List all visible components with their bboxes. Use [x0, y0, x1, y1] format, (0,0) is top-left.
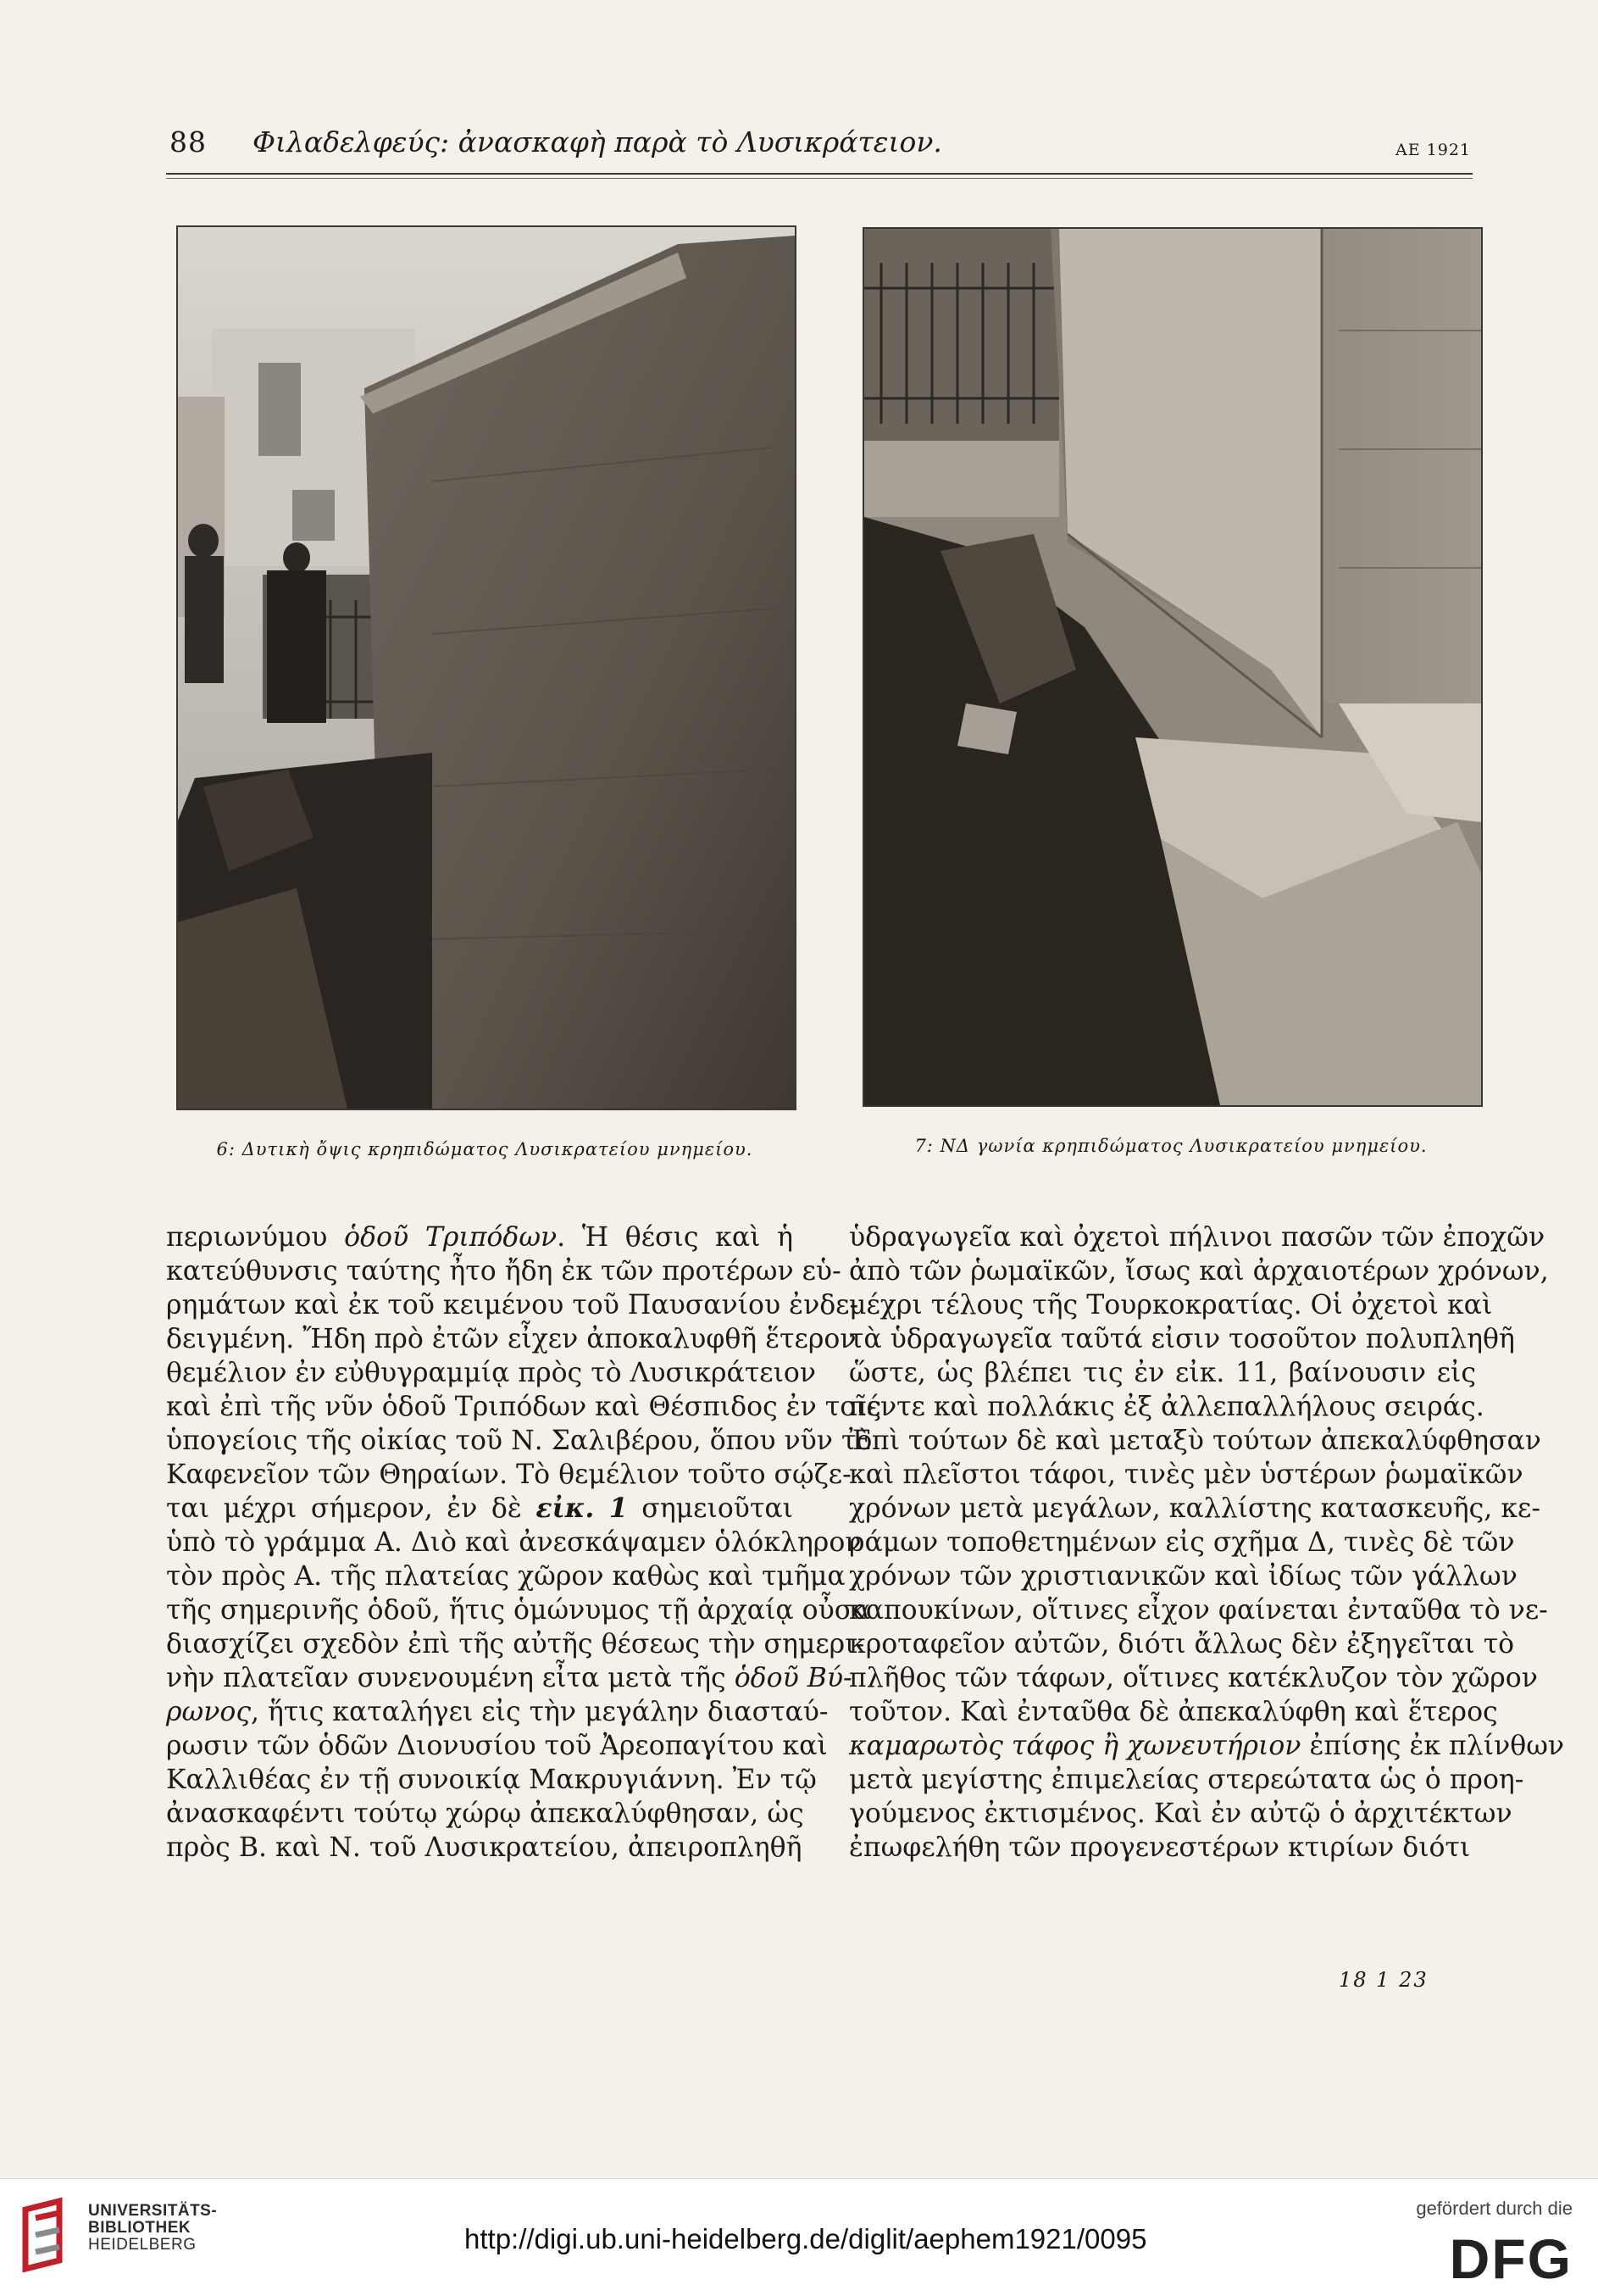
library-name-line-2: BIBLIOTHEK	[88, 2219, 191, 2237]
text-run: , ἥτις καταλήγει εἰς τὴν μεγάλην διασταύ-	[250, 1697, 829, 1727]
text-line	[849, 1288, 1493, 1322]
left-text-column	[166, 1220, 882, 1865]
text-line	[166, 1356, 817, 1390]
text-run: ὑπογείοις τῆς οἰκίας τοῦ Ν. Σαλιβέρου, ὅπου νῦν τὸ	[166, 1426, 873, 1456]
university-library-logo-icon	[17, 2193, 76, 2277]
text-line	[166, 1220, 793, 1254]
text-line	[849, 1797, 1512, 1831]
text-line	[849, 1627, 1515, 1661]
text-line	[166, 1424, 873, 1458]
figure-6-caption: 6: Δυτικὴ ὄψις κρηπιδώματος Λυσικρατείου μνημείου.	[216, 1139, 753, 1159]
text-run: τὸν πρὸς Α. τῆς πλατείας χῶρον καθὼς καὶ τμῆμα	[166, 1561, 846, 1592]
text-run: ἀνασκαφέντι τούτῳ χώρῳ ἀπεκαλύφθησαν, ὡς	[166, 1798, 804, 1829]
emphasis-run: καμαρωτὸς τάφος ἢ χωνευτήριον	[849, 1731, 1301, 1761]
text-line	[849, 1424, 1541, 1458]
text-line	[849, 1559, 1518, 1593]
text-run: καὶ ἐπὶ τῆς νῦν ὁδοῦ Τριπόδων καὶ Θέσπιδος ἐν τοῖς	[166, 1392, 882, 1422]
text-run: πρὸς Β. καὶ Ν. τοῦ Λυσικρατείου, ἀπειροπληθῆ	[166, 1832, 802, 1863]
text-run: γούμενος ἐκτισμένος. Καὶ ἐν αὐτῷ ὁ ἀρχιτέκτων	[849, 1798, 1512, 1829]
text-run: Καλλιθέας ἐν τῇ συνοικίᾳ Μακρυγιάννη. Ἐν τῷ	[166, 1765, 817, 1795]
emphasis-run: ὁδοῦ Τριπόδων	[344, 1222, 558, 1253]
text-line	[849, 1729, 1565, 1763]
text-run: διασχίζει σχεδὸν ἐπὶ τῆς αὐτῆς θέσεως τὴν σημερι-	[166, 1629, 865, 1659]
text-run: θεμέλιον ἐν εὐθυγραμμίᾳ πρὸς τὸ Λυσικράτειον	[166, 1358, 817, 1388]
page-number: 88	[169, 125, 207, 158]
text-line	[166, 1763, 817, 1797]
text-line	[166, 1458, 852, 1492]
text-run: καὶ πλεῖστοι τάφοι, τινὲς μὲν ὑστέρων ῥωμαϊκῶν	[849, 1459, 1523, 1490]
header-rule-thin	[166, 178, 1473, 179]
permalink-url[interactable]: http://digi.ub.uni-heidelberg.de/diglit/aephem1921/0095	[464, 2223, 1147, 2254]
text-line	[849, 1254, 1549, 1288]
emphasis-run: εἰκ. 1	[535, 1493, 628, 1524]
library-name-line-1: UNIVERSITÄTS-	[88, 2202, 218, 2220]
dfg-logo[interactable]: DFG	[1449, 2227, 1573, 2290]
text-run: νὴν πλατεῖαν συνενουμένη εἶτα μετὰ τῆς	[166, 1663, 735, 1693]
digitization-footer	[0, 2178, 1598, 2296]
text-line	[849, 1593, 1548, 1627]
text-run: τῆς σημερινῆς ὁδοῦ, ἥτις ὁμώνυμος τῇ ἀρχαίᾳ οὖσα	[166, 1595, 871, 1626]
library-name-line-3: HEIDELBERG	[88, 2236, 197, 2254]
figure-7-image	[864, 229, 1481, 1105]
text-run: ὑδραγωγεῖα καὶ ὀχετοὶ πήλινοι πασῶν τῶν ἐποχῶν	[849, 1222, 1545, 1253]
funding-label: gefördert durch die	[1416, 2198, 1573, 2219]
text-run: Ἐπὶ τούτων δὲ καὶ μεταξὺ τούτων ἀπεκαλύφθησαν	[849, 1426, 1541, 1456]
text-run: ὑπὸ τὸ γράμμα Α. Διὸ καὶ ἀνεσκάψαμεν ὁλόκληρον	[166, 1527, 862, 1558]
text-line	[849, 1763, 1524, 1797]
text-line	[849, 1695, 1498, 1729]
figure-7-photo	[863, 227, 1483, 1107]
text-run: δειγμένη. Ἤδη πρὸ ἐτῶν εἶχεν ἀποκαλυφθῆ ἕτερον	[166, 1324, 857, 1354]
emphasis-run: ὁδοῦ Βύ-	[734, 1663, 852, 1693]
text-line	[166, 1593, 871, 1627]
text-line	[849, 1356, 1476, 1390]
text-line	[166, 1559, 846, 1593]
running-title: Φιλαδελφεύς: ἀνασκαφὴ παρὰ τὸ Λυσικράτειον.	[252, 125, 942, 158]
text-line	[849, 1526, 1515, 1559]
text-run: ρημάτων καὶ ἐκ τοῦ κειμένου τοῦ Παυσανίου ἐνδε-	[166, 1290, 859, 1320]
library-name[interactable]	[88, 2203, 217, 2254]
text-line	[166, 1627, 865, 1661]
text-line	[849, 1390, 1484, 1424]
text-line	[166, 1390, 882, 1424]
text-run: ἐπίσης ἐκ πλίνθων	[1301, 1731, 1565, 1761]
text-line	[166, 1695, 829, 1729]
running-header	[169, 125, 1471, 173]
text-line	[166, 1797, 804, 1831]
text-run: ρωσιν τῶν ὁδῶν Διονυσίου τοῦ Ἀρεοπαγίτου καὶ	[166, 1731, 828, 1761]
text-line	[166, 1288, 859, 1322]
journal-label: ΑΕ 1921	[1395, 141, 1471, 159]
text-line	[849, 1458, 1523, 1492]
text-line	[849, 1831, 1476, 1865]
text-line	[849, 1492, 1540, 1526]
text-run: χρόνων μετὰ μεγάλων, καλλίστης κατασκευῆς, κε-	[849, 1493, 1540, 1524]
text-line	[166, 1254, 841, 1288]
text-run: ται μέχρι σήμερον, ἐν δὲ	[166, 1493, 536, 1524]
text-run: . Ἡ θέσις καὶ ἡ	[557, 1222, 794, 1253]
text-line	[849, 1220, 1545, 1254]
text-line	[166, 1661, 852, 1695]
header-rule	[166, 173, 1473, 175]
text-line	[166, 1492, 793, 1526]
text-run: Καφενεῖον τῶν Θηραίων. Τὸ θεμέλιον τοῦτο σῴζε-	[166, 1459, 852, 1490]
text-run: κατεύθυνσις ταύτης ἦτο ἤδη ἐκ τῶν προτέρων εὑ-	[166, 1256, 841, 1287]
emphasis-run: ρωνος	[166, 1697, 251, 1727]
text-line	[166, 1322, 857, 1356]
text-run: περιωνύμου	[166, 1222, 345, 1253]
right-text-column	[849, 1220, 1565, 1865]
text-line	[849, 1661, 1538, 1695]
printer-signature: 18 1 23	[1339, 1968, 1429, 1992]
text-run: σημειοῦται	[627, 1493, 793, 1524]
text-run: πέντε καὶ πολλάκις ἐξ ἀλλεπαλλήλους σειράς.	[849, 1392, 1484, 1422]
text-run: μέχρι τέλους τῆς Τουρκοκρατίας. Οἱ ὀχετοὶ καὶ	[849, 1290, 1493, 1320]
text-run: ἀπὸ τῶν ῥωμαϊκῶν, ἴσως καὶ ἀρχαιοτέρων χρόνων,	[849, 1256, 1549, 1287]
text-run: κροταφεῖον αὐτῶν, διότι ἄλλως δὲν ἐξηγεῖται τὸ	[849, 1629, 1515, 1659]
text-run: ὥστε, ὡς βλέπει τις ἐν εἰκ. 11, βαίνουσιν εἰς	[849, 1358, 1476, 1388]
text-line	[166, 1831, 802, 1865]
text-run: χρόνων τῶν χριστιανικῶν καὶ ἰδίως τῶν γάλλων	[849, 1561, 1518, 1592]
text-line	[166, 1729, 828, 1763]
text-line	[166, 1526, 862, 1559]
text-run: ράμων τοποθετημένων εἰς σχῆμα Δ, τινὲς δὲ τῶν	[849, 1527, 1515, 1558]
text-run: καπουκίνων, οἵτινες εἶχον φαίνεται ἐνταῦθα τὸ νε-	[849, 1595, 1548, 1626]
text-run: τὰ ὑδραγωγεῖα ταῦτά εἰσιν τοσοῦτον πολυπληθῆ	[849, 1324, 1515, 1354]
figure-6-photo	[176, 225, 796, 1110]
text-run: τοῦτον. Καὶ ἐνταῦθα δὲ ἀπεκαλύφθη καὶ ἕτερος	[849, 1697, 1498, 1727]
text-line	[849, 1322, 1515, 1356]
text-run: ἐπωφελήθη τῶν προγενεστέρων κτιρίων διότι	[849, 1832, 1471, 1863]
figure-7-caption: 7: ΝΔ γωνία κρηπιδώματος Λυσικρατείου μνημείου.	[914, 1136, 1428, 1156]
text-run: πλῆθος τῶν τάφων, οἵτινες κατέκλυζον τὸν χῶρον	[849, 1663, 1538, 1693]
text-run: μετὰ μεγίστης ἐπιμελείας στερεώτατα ὡς ὁ προη-	[849, 1765, 1524, 1795]
figure-6-image	[178, 227, 795, 1109]
